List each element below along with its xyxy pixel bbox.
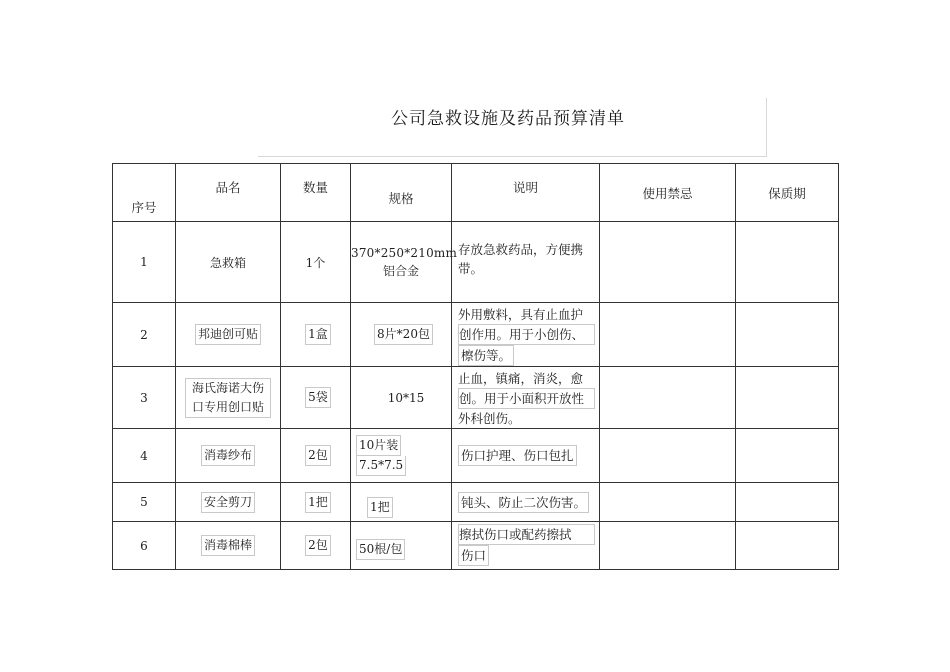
- row-contraindication: [600, 222, 736, 303]
- spec-line: 铝合金: [382, 264, 419, 278]
- row-name-cell: [176, 303, 281, 367]
- row-quantity: 5袋: [305, 387, 331, 408]
- row-spec-cell: [351, 429, 452, 483]
- row-contraindication: [600, 522, 736, 570]
- row-description: [452, 367, 600, 429]
- table-row: [113, 303, 839, 367]
- row-quantity-cell: [281, 303, 351, 367]
- table-row: [113, 429, 839, 483]
- row-contraindication: [600, 367, 736, 429]
- row-spec-cell: [351, 303, 452, 367]
- spec-line: 7.5*7.5: [356, 456, 406, 476]
- row-shelf-life: [736, 429, 839, 483]
- row-description: [452, 222, 600, 303]
- row-index: 3: [113, 367, 176, 429]
- row-description: [452, 522, 600, 570]
- row-quantity-cell: [281, 367, 351, 429]
- row-quantity-cell: [281, 483, 351, 522]
- document-title: 公司急救设施及药品预算清单: [391, 109, 625, 129]
- row-name-cell: [176, 429, 281, 483]
- row-contraindication: [600, 483, 736, 522]
- row-quantity-cell: [281, 429, 351, 483]
- table-row: [113, 367, 839, 429]
- row-index: 1: [113, 222, 176, 303]
- row-name: 急救箱: [176, 222, 281, 303]
- row-description: [452, 429, 600, 483]
- description-line: 外用敷料，具有止血护: [458, 307, 584, 322]
- header-index: 序号: [113, 164, 176, 222]
- header-name: 品名: [176, 164, 281, 222]
- row-spec: 1把: [367, 497, 393, 518]
- row-shelf-life: [736, 303, 839, 367]
- row-name: 海氏海诺大伤口专用创口贴: [185, 378, 271, 418]
- description-line: 伤口: [458, 545, 595, 566]
- row-quantity: 1把: [305, 492, 331, 513]
- header-spec: 规格: [351, 164, 452, 222]
- header-description: 说明: [452, 164, 600, 222]
- row-quantity: 1盒: [305, 324, 331, 345]
- row-name: 消毒棉棒: [201, 535, 255, 556]
- row-spec: 8片*20包: [374, 324, 433, 345]
- row-contraindication: [600, 303, 736, 367]
- spec-line: 10片装: [356, 435, 401, 456]
- header-quantity: 数量: [281, 164, 351, 222]
- description-line: 擦拭伤口或配药擦拭: [458, 524, 595, 545]
- table-row: [113, 483, 839, 522]
- row-index: 6: [113, 522, 176, 570]
- row-quantity: 2包: [305, 535, 331, 556]
- description-line: 创作用。用于小创伤、: [458, 324, 595, 345]
- row-description: [452, 303, 600, 367]
- spec-line: 370*250*210mm: [351, 246, 458, 260]
- header-contraindication: 使用禁忌: [600, 164, 736, 222]
- row-name-cell: [176, 367, 281, 429]
- row-spec-cell: [351, 367, 452, 429]
- header-shelf-life: 保质期: [736, 164, 839, 222]
- description-line: 创。用于小面积开放性: [458, 388, 595, 409]
- row-index: 2: [113, 303, 176, 367]
- row-shelf-life: [736, 222, 839, 303]
- row-name-cell: [176, 522, 281, 570]
- row-name: 消毒纱布: [201, 445, 255, 466]
- row-description: [452, 483, 600, 522]
- header-row: [113, 164, 839, 222]
- budget-table: [112, 163, 839, 570]
- row-quantity: 1个: [281, 222, 351, 303]
- row-spec-cell: [351, 483, 452, 522]
- description-line: 檫伤等。: [458, 345, 595, 366]
- row-index: 5: [113, 483, 176, 522]
- row-index: 4: [113, 429, 176, 483]
- row-shelf-life: [736, 483, 839, 522]
- row-spec: [351, 222, 458, 303]
- description-line: 外科创伤。: [458, 411, 521, 426]
- row-shelf-life: [736, 522, 839, 570]
- row-spec: 50根/包: [356, 539, 405, 560]
- description-line: 伤口护理、伤口包扎: [458, 445, 577, 466]
- description-line: 存放急救药品，方便携: [458, 242, 584, 257]
- row-name: 安全剪刀: [201, 492, 255, 513]
- table-row: [113, 222, 839, 303]
- description-line: 钝头、防止二次伤害。: [458, 492, 589, 513]
- row-contraindication: [600, 429, 736, 483]
- row-spec: 10*15: [387, 390, 425, 405]
- row-name-cell: [176, 483, 281, 522]
- row-shelf-life: [736, 367, 839, 429]
- row-quantity: 2包: [305, 445, 331, 466]
- row-spec-cell: [351, 522, 452, 570]
- row-quantity-cell: [281, 522, 351, 570]
- row-name: 邦迪创可贴: [195, 324, 261, 345]
- description-line: 止血，镇痛，消炎，愈: [458, 371, 584, 386]
- description-line: 带。: [458, 261, 484, 276]
- table-row: [113, 522, 839, 570]
